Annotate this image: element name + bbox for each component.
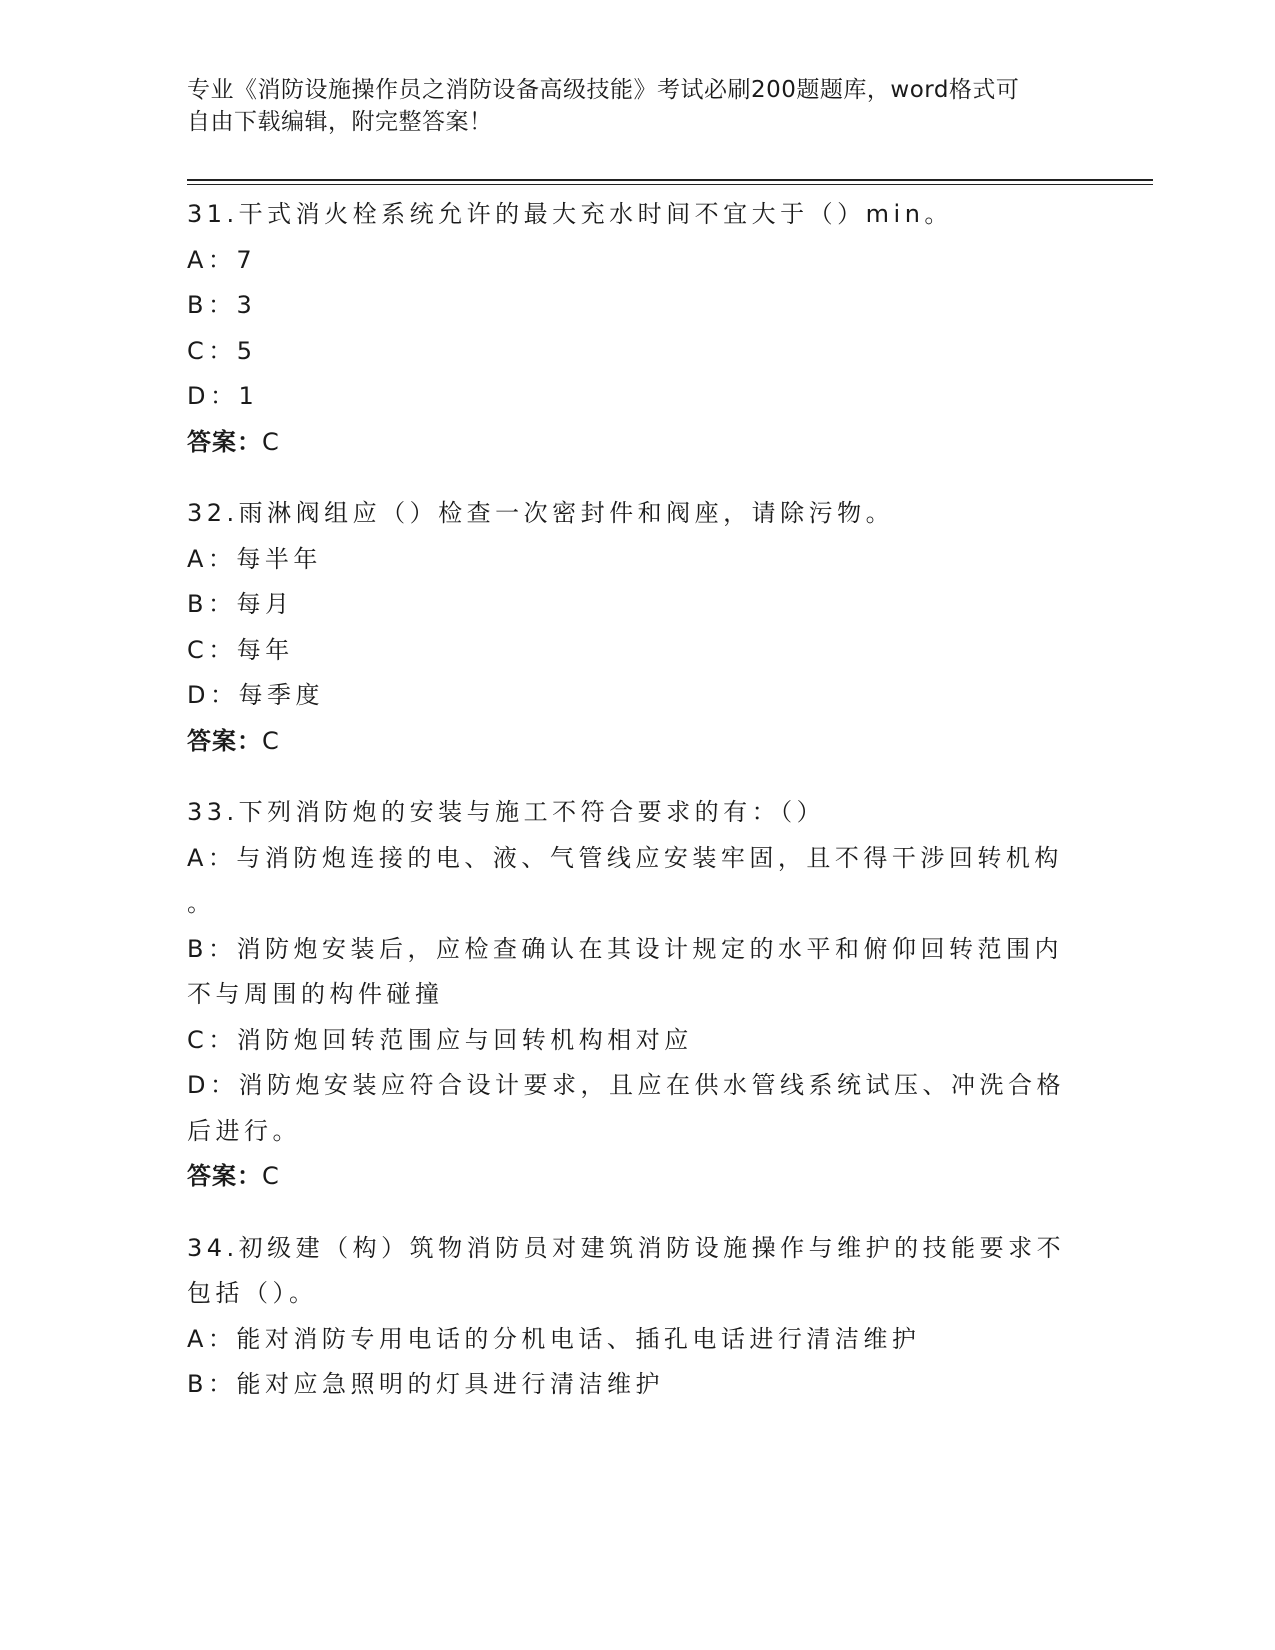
question-block: [187, 491, 1067, 764]
question-stem: 31.干式消火栓系统允许的最大充水时间不宜大于（）min。: [187, 200, 953, 228]
option-label: C：: [187, 1025, 237, 1054]
question-stem: 32.雨淋阀组应（）检查一次密封件和阀座，请除污物。: [187, 499, 895, 527]
option-line: [187, 374, 1067, 420]
option-text: 与消防炮连接的电、液、气管线应安装牢固，且不得干涉回转机构: [236, 843, 1063, 872]
option-label: D：: [187, 681, 239, 709]
question-list: [187, 192, 1067, 1434]
answer-value: C: [262, 1162, 280, 1190]
header-rule-thick: [187, 179, 1153, 181]
option-label: D：: [187, 382, 239, 410]
option-line: [187, 1317, 1067, 1363]
option-line: [187, 1362, 1067, 1408]
option-text: 每季度: [238, 681, 324, 709]
option-line: [187, 537, 1067, 583]
header-line-1: 专业《消防设施操作员之消防设备高级技能》考试必刷200题题库，word格式可: [187, 77, 1020, 103]
question-block: [187, 1226, 1067, 1408]
answer-label: 答案：: [187, 726, 262, 755]
option-text: 1: [238, 382, 259, 410]
option-text: 7: [236, 245, 257, 274]
option-label: A：: [187, 544, 237, 573]
option-label: A：: [187, 843, 237, 872]
question-block: [187, 192, 1067, 465]
option-text: 3: [236, 291, 257, 319]
answer-label: 答案：: [187, 427, 262, 456]
option-text: 每半年: [236, 544, 322, 573]
option-text: 。: [187, 889, 216, 917]
option-text: 能对应急照明的灯具进行清洁维护: [236, 1370, 664, 1398]
option-line: [187, 628, 1067, 674]
option-text: 消防炮回转范围应与回转机构相对应: [236, 1025, 693, 1054]
question-stem: 包括（）。: [187, 1279, 318, 1307]
option-label: B：: [187, 590, 237, 618]
option-line: [187, 927, 1067, 973]
option-line: [187, 972, 1067, 1018]
option-text: 不与周围的构件碰撞: [187, 980, 444, 1008]
option-text: 每月: [236, 590, 294, 618]
header-rule-thin: [187, 184, 1153, 185]
option-label: A：: [187, 1324, 237, 1353]
option-label: B：: [187, 1370, 237, 1398]
question-stem: 33.下列消防炮的安装与施工不符合要求的有：（）: [187, 798, 826, 826]
option-text: 5: [236, 336, 257, 365]
document-header: [187, 74, 1067, 138]
answer-line: [187, 420, 1067, 466]
option-label: D：: [187, 1071, 239, 1099]
option-line: [187, 238, 1067, 284]
answer-value: C: [262, 427, 280, 456]
header-line-2: 自由下载编辑，附完整答案！: [187, 109, 493, 135]
option-line: [187, 283, 1067, 329]
answer-label: 答案：: [187, 1162, 262, 1190]
option-label: B：: [187, 291, 237, 319]
option-line: [187, 1109, 1067, 1155]
answer-line: [187, 719, 1067, 765]
option-line: [187, 836, 1067, 882]
option-line: [187, 1063, 1067, 1109]
option-line: [187, 582, 1067, 628]
option-line: [187, 1018, 1067, 1064]
option-text: 能对消防专用电话的分机电话、插孔电话进行清洁维护: [236, 1324, 921, 1353]
option-text: 后进行。: [187, 1116, 301, 1145]
option-text: 消防炮安装后，应检查确认在其设计规定的水平和俯仰回转范围内: [236, 934, 1063, 963]
option-line: [187, 881, 1067, 927]
option-line: [187, 673, 1067, 719]
option-label: B：: [187, 934, 237, 963]
option-label: C：: [187, 336, 237, 365]
answer-value: C: [262, 726, 280, 755]
option-line: [187, 329, 1067, 375]
option-label: A：: [187, 245, 237, 274]
question-block: [187, 790, 1067, 1200]
option-text: 每年: [236, 635, 294, 664]
option-label: C：: [187, 635, 237, 664]
option-text: 消防炮安装应符合设计要求，且应在供水管线系统试压、冲洗合格: [238, 1071, 1065, 1099]
answer-line: [187, 1154, 1067, 1200]
question-stem: 34.初级建（构）筑物消防员对建筑消防设施操作与维护的技能要求不: [187, 1233, 1066, 1262]
